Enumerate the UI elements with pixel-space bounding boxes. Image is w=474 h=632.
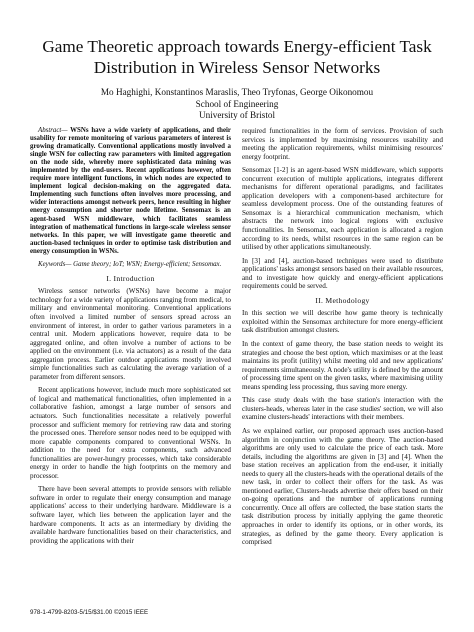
paragraph: There have been several attempts to provide sensors with reliable software in order to regulate their energy consumption and manage applications' access to their underlying hardware. Middleware is a software layer, which lies between the application layer and the hardware components. It acts as an intermediary by dividing the available hardware functionalities based on their characteristics, and providing the applications with their <box>30 485 231 545</box>
abstract <box>30 127 231 256</box>
title-line-1: Game Theoretic approach towards Energy-efficient Task <box>42 37 432 56</box>
keywords <box>30 261 231 269</box>
copyright-footer: 978-1-4799-8203-5/15/$31.00 ©2015 IEEE <box>30 609 149 616</box>
abstract-label: Abstract— <box>38 127 68 134</box>
section-heading-methodology: II. Methodology <box>315 295 370 305</box>
keywords-label: Keywords— <box>38 260 72 268</box>
section-heading-introduction: I. Introduction <box>106 273 155 283</box>
author-names: Mo Haghighi, Konstantinos Maraslis, Theo Tryfonas, George Oikonomou <box>100 87 374 97</box>
abstract-text: WSNs have a wide variety of applications, and their usability for remote monitoring of various parameters of interest is growing dramatically. Conventional applications mostly involved a single WSN for collecting raw parameters with limited aggregation on the node side, whereby more sophisticated data mining was implemented by the end-users. Recent applications however, often require more intelligent functions, in which nodes are expected to implement logical decision-making on the aggregated data. Implementing such functions often involves more processing, and wider interactions amongst network peers, hence resulting in higher energy consumption and shorter node lifetime. Sensomax is an agent-based WSN middleware, which facilitates seamless integration of mathematical functions in large-scale wireless sensor networks. In this paper, we will investigate game theoretic and auction-based techniques in order to optimise task distribution and energy consumption in WSNs. <box>30 127 231 255</box>
affiliation-school: School of Engineering <box>195 98 279 109</box>
paragraph: This case study deals with the base station's interaction with the clusters-heads, whereas later in the case studies' section, we will also examine clusters-heads' interactions with their members. <box>242 396 443 422</box>
paragraph: As we explained earlier, our proposed approach uses auction-based algorithm in conjunction with the game theory. The auction-based algorithms are only used to calculate the price of each task. More details, including the algorithms are given in [3] and [4]. When the base station receives an application from the end-user, it initially needs to query all the clusters-heads with the operational details of the new task, in order to collect their offers for the task. As was mentioned earlier, Clusters-heads advertise their offers based on their on-going operations and the number of applications running concurrently. Once all offers are collected, the base station starts the task distribution process by initially applying the game theoretic approaches in order to identify its options, or in other words, its strategies, as defined by the game theory. Every application is comprised <box>242 426 443 547</box>
paper-title <box>30 36 444 78</box>
paragraph: In this section we will describe how game theory is technically exploited within the Sensomax architecture for more energy-efficient task distribution amongst clusters. <box>242 309 443 335</box>
paragraph: Wireless sensor networks (WSNs) have become a major technology for a wide variety of applications ranging from medical, to military and environmental monitoring. Conventional applications often involved a limited number of sensors spread across an environment of interest, in order to gather various parameters in a central unit. Modern applications however, require data to be aggregated online, and often involve a number of actions to be applied on the environment (i.e. via actuators) as a result of the data aggregation process. Earlier outdoor applications mostly involved simple functionalities such as calculating the average variation of a parameter from different sensors. <box>30 287 231 381</box>
paragraph: required functionalities in the form of services. Provision of such services is implemented by maximising resources usability and meeting the application requirements, whilst minimising resources' energy footprint. <box>242 127 443 161</box>
paragraph: Recent applications however, include much more sophisticated set of logical and mathematical functionalities, often implemented in a collaborative fashion, amongst a large number of sensors and actuators. Such functionalities necessitate a relatively powerful processor and sufficient memory for retrieving raw data and storing the processed ones. Therefore sensor nodes need to be equipped with more capable components compared to conventional WSNs. In addition to the need for extra components, such advanced functionalities are power-hungry processes, which take considerable energy in order to handle the high footprints on the memory and processor. <box>30 386 231 480</box>
paragraph: In the context of game theory, the base station needs to weight its strategies and choose the best option, which maximises or at the least maintains its profit (utility) whilst meeting old and new applications' requirements simultaneously. A node's utility is defined by the amount of processing time spent on the given tasks, where maximising utility means spending less processing, thus saving more energy. <box>242 340 443 391</box>
right-column <box>242 127 443 552</box>
paragraph: Sensomax [1-2] is an agent-based WSN middleware, which supports concurrent execution of multiple applications, integrates different mechanisms for different operational paradigms, and facilitates application developers with a component-based architecture for seamless development process. One of the outstanding features of Sensomax is a hierarchical communication mechanism, which abstracts the network into logical regions with exclusive functionalities. In Sensomax, each application is allocated a region according to its needs, whilst resources in the same region can be utilised by other applications simultaneously. <box>242 166 443 252</box>
title-line-2: Distribution in Wireless Sensor Networks <box>93 58 381 77</box>
keywords-text: Game theory; IoT; WSN; Energy-efficient; Sensomax. <box>71 260 222 268</box>
left-column <box>30 127 231 550</box>
paragraph: In [3] and [4], auction-based techniques were used to distribute applications' tasks amongst sensors based on their available resources, and to investigate how quickly and energy-efficient applications requirements could be served. <box>242 256 443 291</box>
author-block <box>30 87 444 122</box>
affiliation-university: University of Bristol <box>198 110 276 121</box>
